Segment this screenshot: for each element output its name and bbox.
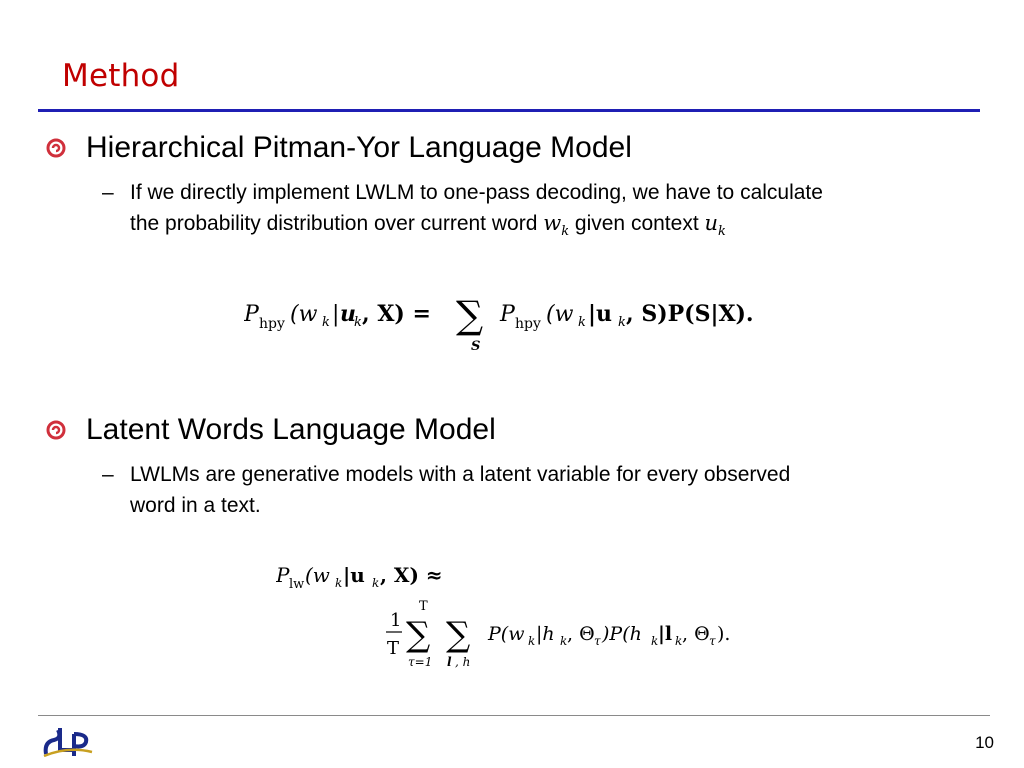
line2-mid: given context	[569, 212, 705, 235]
slide-title: Method	[62, 58, 180, 94]
eq1-k3: k	[578, 315, 586, 330]
eq2-rhs1: P(w	[488, 623, 525, 645]
eq2-k5: k	[651, 634, 659, 648]
eq2-mid: |u	[343, 563, 365, 587]
eq1-k1: k	[322, 315, 330, 330]
eq2-sum2-bottom-rest: , h	[455, 655, 471, 669]
eq2-rhs2: |h	[536, 623, 555, 645]
slp-logo	[42, 722, 94, 762]
bullet-text: Latent Words Language Model	[86, 413, 496, 446]
eq1-k4: k	[618, 315, 626, 330]
eq1-comma-x: , X) =	[362, 301, 431, 327]
footer-divider	[38, 715, 990, 716]
title-divider	[38, 109, 980, 112]
sub-line-2: word in a text.	[130, 494, 261, 517]
eq2-k6: k	[675, 634, 683, 648]
eq1-sum: ∑	[456, 293, 484, 337]
eq1-rhs-p: P	[500, 302, 515, 327]
eq2-lhs-sub: lw	[289, 577, 305, 592]
swirl-bullet-icon	[46, 420, 66, 440]
eq2-lhs-p: P	[276, 563, 290, 587]
eq2-rhs5: |l	[658, 623, 673, 645]
line2-pre: the probability distribution over current word	[130, 212, 544, 235]
eq2-rest: , X) ≈	[380, 563, 443, 587]
eq1-rhs-args2: |u	[588, 301, 612, 327]
eq2-k3: k	[528, 634, 536, 648]
eq1-rhs-args1: (w	[546, 302, 574, 327]
dash-marker: –	[102, 463, 114, 486]
eq1-lhs-args: (w	[290, 302, 318, 327]
var-uk: $u_k$	[704, 211, 726, 240]
eq1-rhs-sub: hpy	[515, 316, 541, 332]
eq2-lhs-args: (w	[305, 563, 330, 587]
eq2-tau2: τ	[709, 634, 716, 648]
eq2-sum-bottom: τ=1	[408, 655, 433, 669]
eq1-rhs-args3: , S)P(S|X).	[626, 301, 754, 327]
equation-lw	[276, 560, 776, 680]
eq2-rhs7: ).	[717, 623, 731, 645]
page-number: 10	[975, 733, 994, 752]
sub-line-2	[130, 208, 990, 247]
eq2-k4: k	[560, 634, 568, 648]
sub-bullet-text	[130, 459, 990, 521]
eq1-bar: |	[332, 302, 340, 327]
eq1-k2: k	[354, 315, 362, 330]
sub-line-1: LWLMs are generative models with a latent variable for every observed	[130, 463, 791, 486]
eq1-u: u	[340, 301, 356, 327]
eq2-sum2: ∑	[446, 615, 471, 655]
eq2-frac-num: 1	[390, 610, 402, 631]
eq2-rhs6: , Θ	[682, 623, 710, 645]
equation-hpy	[244, 288, 784, 360]
sub-line-1: If we directly implement LWLM to one-pass decoding, we have to calculate	[130, 181, 823, 204]
eq2-k2: k	[372, 576, 380, 590]
eq1-sum-sub: S	[471, 339, 481, 354]
eq2-k1: k	[335, 576, 343, 590]
eq2-sum2-bottom: l	[447, 655, 452, 669]
dash-marker: –	[102, 181, 114, 204]
eq1-lhs-sub: hpy	[259, 316, 285, 332]
var-wk: $w_k$	[543, 211, 570, 240]
swirl-bullet-icon	[46, 138, 66, 158]
eq2-rhs4: )P(h	[602, 623, 642, 645]
eq2-sum-top: T	[419, 599, 428, 614]
eq1-lhs-p: P	[244, 302, 259, 327]
bullet-lwlm	[46, 413, 986, 453]
eq2-sum1: ∑	[406, 615, 431, 655]
bullet-hpylm	[46, 131, 986, 171]
eq2-tau1: τ	[594, 634, 601, 648]
eq2-rhs3: , Θ	[567, 623, 595, 645]
sub-bullet-text	[130, 177, 990, 247]
bullet-text: Hierarchical Pitman-Yor Language Model	[86, 131, 632, 164]
eq2-frac-den: T	[387, 638, 400, 659]
